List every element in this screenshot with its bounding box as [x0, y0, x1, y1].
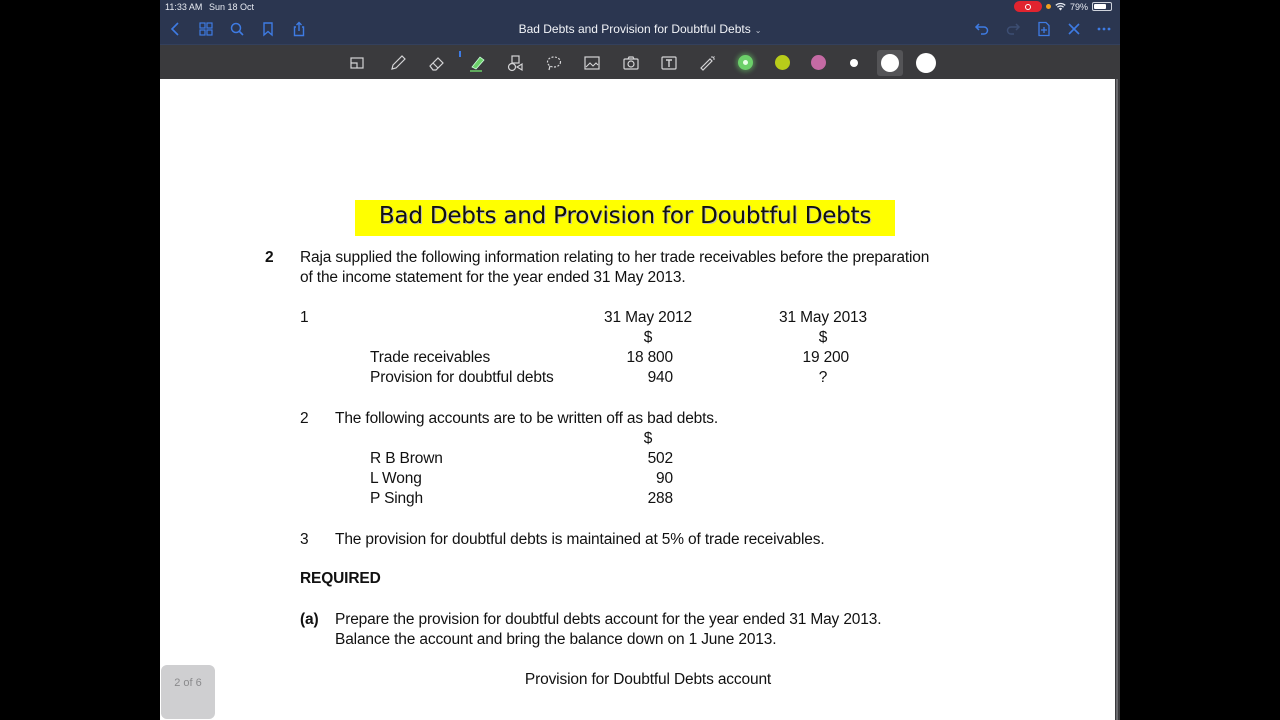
provision-2013: ? — [818, 369, 828, 386]
highlighter-icon[interactable] — [467, 53, 487, 73]
heading-highlight — [355, 200, 895, 236]
document-title-text: Bad Debts and Provision for Doubtful Debts — [518, 22, 751, 36]
battery-percent: 79% — [1069, 1, 1088, 12]
laser-pointer-icon[interactable] — [698, 53, 718, 73]
image-icon[interactable] — [582, 53, 602, 73]
eraser-icon[interactable] — [427, 53, 447, 73]
trade-receivables-2012: 18 800 — [626, 349, 673, 366]
part-a-line-2: Balance the account and bring the balance down on 1 June 2013. — [335, 631, 777, 648]
bad-debt-name: P Singh — [370, 490, 423, 507]
size-medium[interactable] — [881, 54, 899, 72]
status-bar — [160, 0, 1120, 14]
item-1-number: 1 — [300, 309, 309, 326]
wifi-icon — [1055, 2, 1066, 11]
document-heading: Bad Debts and Provision for Doubtful Debts — [378, 203, 872, 229]
intro-line-1: Raja supplied the following information relating to her trade receivables before the preparation — [300, 249, 930, 266]
color-swatch-pink[interactable] — [811, 55, 826, 70]
status-indicators — [1014, 1, 1112, 12]
text-box-icon[interactable] — [659, 53, 679, 73]
status-date: Sun 18 Oct — [209, 2, 255, 12]
selected-tool-indicator — [459, 51, 461, 57]
shapes-icon[interactable] — [505, 53, 525, 73]
bad-debt-name: L Wong — [370, 470, 422, 487]
mic-indicator-icon — [1046, 4, 1051, 9]
part-a-line-1: Prepare the provision for doubtful debts account for the year ended 31 May 2013. — [335, 611, 882, 628]
account-title: Provision for Doubtful Debts account — [524, 671, 772, 688]
annotation-toolbar — [160, 44, 1120, 79]
camera-icon[interactable] — [621, 53, 641, 73]
bad-debt-name: R B Brown — [370, 450, 443, 467]
bad-debt-amount: 90 — [656, 470, 673, 487]
col-header-2012: 31 May 2012 — [604, 309, 692, 326]
nav-bar — [160, 14, 1120, 44]
add-page-icon[interactable] — [1036, 21, 1052, 37]
size-large[interactable] — [916, 53, 936, 73]
item-2-text: The following accounts are to be written off as bad debts. — [335, 410, 719, 427]
page-indicator-text: 2 of 6 — [174, 677, 202, 689]
bad-debt-amount: 288 — [647, 490, 673, 507]
lasso-icon[interactable] — [544, 53, 564, 73]
item-2-number: 2 — [300, 410, 309, 427]
selected-color-indicator — [743, 60, 748, 65]
screen-recording-icon[interactable] — [1014, 1, 1042, 12]
undo-icon[interactable] — [974, 21, 990, 37]
ipad-screen — [160, 0, 1120, 720]
chevron-down-icon: ⌄ — [754, 26, 762, 35]
pdf-page[interactable] — [160, 79, 1115, 720]
bad-debt-amount: 502 — [647, 450, 673, 467]
pen-icon[interactable] — [388, 53, 408, 73]
provision-2012: 940 — [647, 369, 673, 386]
currency-2013: $ — [818, 329, 828, 346]
redo-icon[interactable] — [1005, 21, 1021, 37]
trade-receivables-2013: 19 200 — [802, 349, 849, 366]
size-small[interactable] — [850, 59, 858, 67]
required-label: REQUIRED — [300, 570, 381, 587]
close-pen-icon[interactable] — [1066, 21, 1082, 37]
col-header-2013: 31 May 2013 — [779, 309, 867, 326]
more-icon[interactable] — [1096, 21, 1112, 37]
page-indicator[interactable] — [161, 665, 215, 719]
bad-debts-currency: $ — [643, 430, 653, 447]
currency-2012: $ — [643, 329, 653, 346]
page-view-icon[interactable] — [347, 53, 367, 73]
battery-icon — [1092, 2, 1112, 11]
item-3-number: 3 — [300, 531, 309, 548]
part-a-label: (a) — [300, 611, 319, 628]
status-time: 11:33 AM — [165, 2, 203, 12]
row-label-trade-receivables: Trade receivables — [370, 349, 491, 366]
question-number: 2 — [265, 249, 274, 266]
color-swatch-yellow-green[interactable] — [775, 55, 790, 70]
item-3-text: The provision for doubtful debts is maintained at 5% of trade receivables. — [335, 531, 825, 548]
row-label-provision: Provision for doubtful debts — [370, 369, 554, 386]
intro-line-2: of the income statement for the year ended 31 May 2013. — [300, 269, 686, 286]
scrollbar[interactable] — [1115, 79, 1120, 720]
top-bar — [160, 0, 1120, 44]
scrollbar-thumb[interactable] — [1116, 79, 1118, 720]
